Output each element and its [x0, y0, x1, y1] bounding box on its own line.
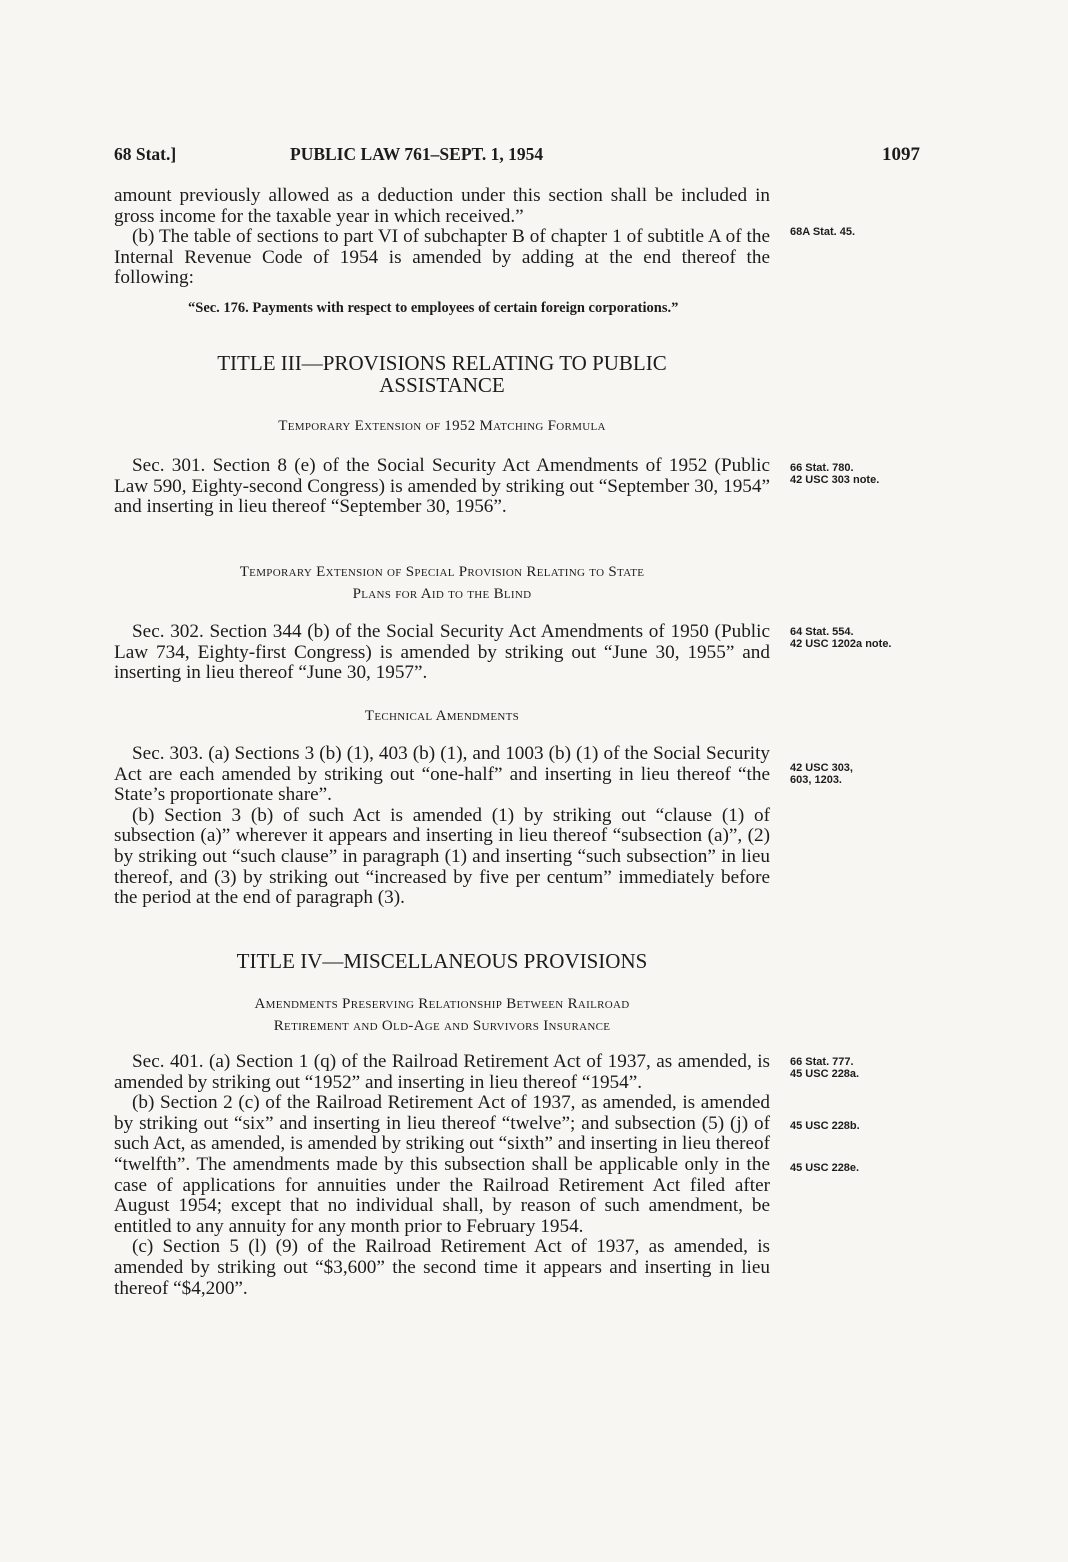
- caption-aid-blind-line2: Plans for Aid to the Blind: [352, 586, 532, 602]
- title-iii-line2: ASSISTANCE: [379, 373, 505, 397]
- section-302: Sec. 302. Section 344 (b) of the Social Security Act Amendments of 1950 (Public Law 734, Eighty-first Congress) is amended by striking out “June 30, 1955” and inserting in lieu thereof “June 30, 1957”.: [114, 621, 770, 684]
- margin-note-64-stat-554: [790, 626, 930, 650]
- margin-note-line: 66 Stat. 780.: [790, 462, 854, 474]
- margin-note-42-usc-303: [790, 762, 930, 786]
- body-block-sec303: [114, 744, 770, 909]
- caption-matching-formula: Temporary Extension of 1952 Matching Formula: [278, 418, 606, 434]
- section-303-a: Sec. 303. (a) Sections 3 (b) (1), 403 (b) (1), and 1003 (b) (1) of the Social Security Act are each amended by striking out “one-half” and inserting in lieu thereof “the State’s proportionate share”.: [114, 743, 770, 806]
- margin-note-line: 603, 1203.: [790, 774, 842, 786]
- caption-aid-blind-line1: Temporary Extension of Special Provision Relating to State: [239, 564, 645, 580]
- margin-note-45-usc-228b: 45 USC 228b.: [790, 1120, 860, 1132]
- margin-note-line: 42 USC 303 note.: [790, 474, 880, 486]
- body-block-sec401: [114, 1052, 770, 1299]
- paragraph-sec-b: (b) The table of sections to part VI of subchapter B of chapter 1 of subtitle A of the Internal Revenue Code of 1954 is amended by adding at the end thereof the following:: [114, 226, 770, 289]
- section-303-b: (b) Section 3 (b) of such Act is amended (1) by striking out “clause (1) of subsection (a)” wherever it appears and inserting in lieu thereof “subsection (a)”, (2) by striking out “such clause” in paragraph (1) and inserting “such subsection” in lieu thereof, and (3) by striking out “increased by five per centum” immediately before the period at the end of paragraph (3).: [114, 804, 770, 909]
- section-401-c: (c) Section 5 (l) (9) of the Railroad Retirement Act of 1937, as amended, is amended by striking out “$3,600” the second time it appears and inserting in lieu thereof “$4,200”.: [114, 1236, 770, 1299]
- running-title: PUBLIC LAW 761–SEPT. 1, 1954: [290, 144, 544, 164]
- paragraph-continuation: amount previously allowed as a deduction under this section shall be included in gross income for the taxable year in which received.”: [114, 185, 770, 227]
- section-401-a: Sec. 401. (a) Section 1 (q) of the Railroad Retirement Act of 1937, as amended, is amended by striking out “1952” and inserting in lieu thereof “1954”.: [114, 1051, 770, 1093]
- page-number: 1097: [882, 144, 920, 165]
- inserted-quote: “Sec. 176. Payments with respect to employees of certain foreign corporations.”: [188, 300, 679, 316]
- section-301: Sec. 301. Section 8 (e) of the Social Security Act Amendments of 1952 (Public Law 590, Eighty-second Congress) is amended by striking out “September 30, 1954” and inserting in lieu thereof “September 30, 1956”.: [114, 455, 770, 518]
- body-block-1: [114, 186, 770, 289]
- margin-note-line: 66 Stat. 777.: [790, 1056, 854, 1068]
- title-iii-line1: TITLE III—PROVISIONS RELATING TO PUBLIC: [217, 351, 667, 375]
- margin-note-45-usc-228e: 45 USC 228e.: [790, 1162, 860, 1174]
- page-header: [114, 144, 920, 168]
- margin-note-line: 42 USC 303,: [790, 762, 853, 774]
- caption-railroad-line1: Amendments Preserving Relationship Between Railroad: [254, 996, 630, 1012]
- margin-note-68a-stat: 68A Stat. 45.: [790, 226, 856, 238]
- title-iv: TITLE IV—MISCELLANEOUS PROVISIONS: [236, 949, 648, 973]
- body-block-sec302: [114, 622, 770, 684]
- body-block-sec301: [114, 456, 770, 518]
- margin-note-66-stat-780: [790, 462, 930, 486]
- statute-volume: 68 Stat.]: [114, 144, 177, 164]
- section-401-b: (b) Section 2 (c) of the Railroad Retirement Act of 1937, as amended, is amended by striking out “six” and inserting in lieu thereof “twelve”; and subsection (5) (j) of such Act, as amended, is amended by striking out “sixth” and inserting in lieu thereof “twelfth”. The amendments made by this subsection shall be applicable only in the case of applications for annuities under the Railroad Retirement Act filed after August 1954; except that no individual shall, by reason of such amendment, be entitled to any annuity for any month prior to February 1954.: [114, 1092, 770, 1237]
- margin-note-line: 45 USC 228a.: [790, 1068, 860, 1080]
- margin-note-line: 64 Stat. 554.: [790, 626, 854, 638]
- margin-note-line: 42 USC 1202a note.: [790, 638, 892, 650]
- caption-railroad-line2: Retirement and Old-Age and Survivors Insurance: [273, 1018, 611, 1034]
- margin-note-66-stat-777: [790, 1056, 930, 1080]
- caption-technical-amendments: Technical Amendments: [364, 708, 520, 724]
